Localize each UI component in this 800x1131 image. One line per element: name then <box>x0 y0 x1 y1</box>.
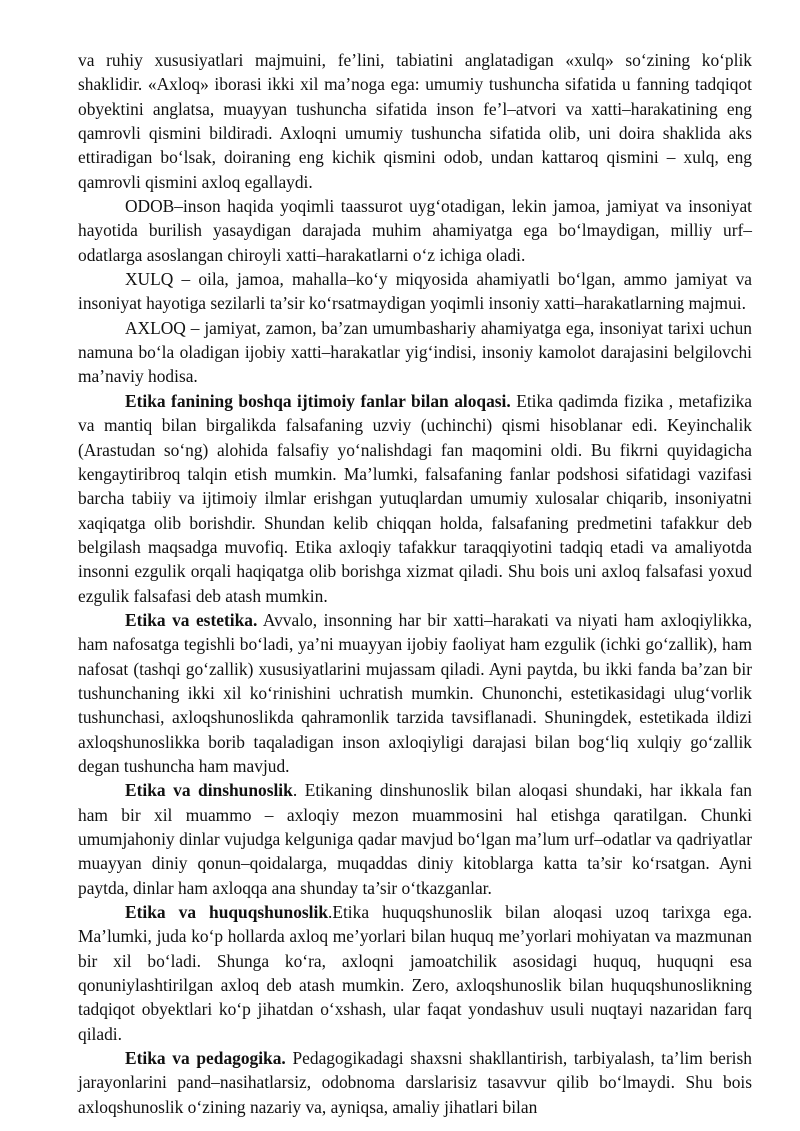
section-heading: Etika va dinshunoslik <box>125 780 293 801</box>
paragraph-text: XULQ – oila, jamoa, mahalla–ko‘y miqyosida ahamiyatli bo‘lgan, ammo jamiyat va insoniyat hayotiga sezilarli ta’sir ko‘rsatmaydigan yoqimli insoniy xatti–harakatlarning majmui. <box>78 269 752 314</box>
section-heading: Etika va huquqshunoslik <box>125 902 328 923</box>
paragraph-text: va ruhiy xususiyatlari majmuini, fe’lini, tabiatini anglatadigan «xulq» so‘zining ko‘plik shaklidir. «Axloq» iborasi ikki xil ma’noga ega: umumiy tushuncha sifatida u fanning tadqiqot obyektini anglatsa, muayyan tushuncha sifatida inson fe’l–atvori va xatti–harakatining eng qamrovli qismini bildiradi. Axloqni umumiy tushuncha sifatida olib, uni doira shaklida aks ettiradigan bo‘lsak, doiraning eng kichik qismini odob, undan kattaroq qismini – xulq, eng qamrovli qismini axloq egallaydi. <box>78 50 752 192</box>
paragraph-social-sciences <box>78 389 752 608</box>
paragraph-axloq-definition <box>78 316 752 389</box>
paragraph-aesthetics <box>78 608 752 778</box>
paragraph-xulq-definition <box>78 267 752 316</box>
paragraph-odob-definition <box>78 194 752 267</box>
document-page <box>78 48 752 1119</box>
paragraph-religious-studies <box>78 778 752 900</box>
paragraph-text: . Etikaning dinshunoslik bilan aloqasi shundaki, har ikkala fan ham bir xil muammo – axloqiy mezon muammosini hal etishga qaratilgan. Chunki umumjahoniy dinlar vujudga kelguniga qadar mavjud bo‘lgan ma’lum urf–odatlar va qadriyatlar muayyan diniy qonun–qoidalarga, muqaddas diniy kitoblarga katta ta’sir ko‘rsatgan. Ayni paytda, dinlar ham axloqqa ana shunday ta’sir o‘tkazganlar. <box>78 780 752 898</box>
section-heading: Etika va pedagogika. <box>125 1048 286 1069</box>
paragraph-text: Etika qadimda fizika , metafizika va mantiq bilan birgalikda falsafaning uzviy (uchinchi) qismi hisoblanar edi. Keyinchalik (Arastudan so‘ng) alohida falsafiy yo‘nalishdagi fan maqomini oldi. Bu fikrni quyidagicha kengaytiribroq talqin etish mumkin. Ma’lumki, falsafaning fanlar podshosi sifatidagi vazifasi barcha tabiiy va ijtimoiy ilmlar erishgan yutuqlardan umumiy xulosalar chiqarib, insoniyatni xaqiqatga olib borishdir. Shundan kelib chiqqan holda, falsafaning predmetini tafakkur deb belgilash maqsadga muvofiq. Etika axloqiy tafakkur taraqqiyotini tadqiq etadi va amaliyotda insonni ezgulik orqali haqiqatga olib borishga xizmat qiladi. Shu bois uni axloq falsafasi yoxud ezgulik falsafasi deb atash mumkin. <box>78 390 753 606</box>
paragraph-text: Avvalo, insonning har bir xatti–harakati va niyati ham axloqiylikka, ham nafosatga tegishli bo‘ladi, ya’ni muayyan ijobiy faoliyat ham ezgulik (ichki go‘zallik), ham nafosat (tashqi go‘zallik) xususiyatlarini mujassam qiladi. Ayni paytda, bu ikki fanda ba’zan bir tushunchaning ikki xil ko‘rinishini uchratish mumkin. Chunonchi, estetikasidagi ulug‘vorlik tushunchasi, axloqshunoslikda qahramonlik tarzida tavsiflanadi. Shuningdek, estetikada ildizi axloqshunoslikka borib taqaladigan inson axloqiyligi darajasi bilan bog‘liq xulqiy go‘zallik degan tushuncha ham mavjud. <box>78 609 752 776</box>
paragraph-text: AXLOQ – jamiyat, zamon, ba’zan umumbashariy ahamiyatga ega, insoniyat tarixi uchun namuna bo‘la oladigan ijobiy xatti–harakatlar yig‘indisi, insoniy kamolot darajasini belgilovchi ma’naviy hodisa. <box>78 317 752 387</box>
paragraph-jurisprudence <box>78 900 752 1046</box>
paragraph-text: .Etika huquqshunoslik bilan aloqasi uzoq tarixga ega. Ma’lumki, juda ko‘p hollarda axloq me’yorlari bilan huquq me’yorlari mohiyatan va mazmunan bir xil bo‘ladi. Shunga ko‘ra, axloqni jamoatchilik asosidagi huquq, huquqni esa qonuniylashtirilgan axloq deb atash mumkin. Zero, axloqshunoslik bilan huquqshunoslikning tadqiqot obyektlari ko‘p jihatdan o‘xshash, ular faqat yondashuv usuli nuqtayi nazaridan farq qiladi. <box>78 902 752 1044</box>
paragraph-intro <box>78 48 752 194</box>
section-heading: Etika fanining boshqa ijtimoiy fanlar bilan aloqasi. <box>125 390 511 411</box>
paragraph-pedagogy <box>78 1046 752 1119</box>
paragraph-text: ODOB–inson haqida yoqimli taassurot uyg‘otadigan, lekin jamoa, jamiyat va insoniyat hayotida burilish yasaydigan darajada muhim ahamiyatga ega bo‘lmaydigan, milliy urf–odatlarga asoslangan chiroyli xatti–harakatlarni o‘z ichiga oladi. <box>78 196 752 265</box>
section-heading: Etika va estetika. <box>125 609 258 630</box>
paragraph-text: Pedagogikadagi shaxsni shakllantirish, tarbiyalash, ta’lim berish jarayonlarini pand–nasihatlarsiz, odobnoma darslarisiz tasavvur qilib bo‘lmaydi. Shu bois axloqshunoslik o‘zining nazariy va, ayniqsa, amaliy jihatlari bilan <box>78 1048 752 1117</box>
